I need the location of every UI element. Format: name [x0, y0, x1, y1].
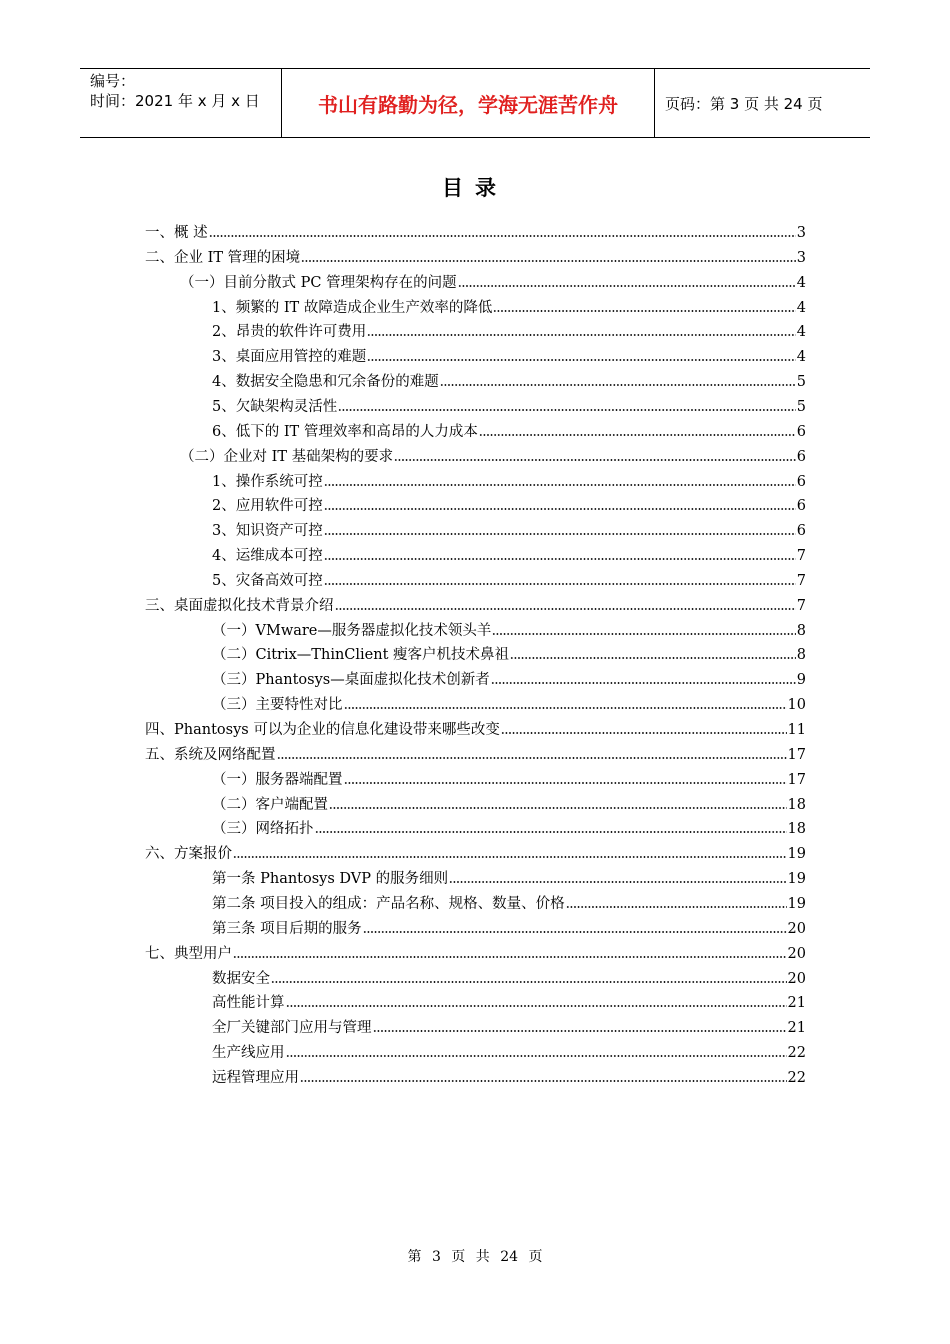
toc-entry-label: 第一条 Phantosys DVP 的服务细则 [212, 871, 449, 888]
toc-leader-dots [367, 358, 796, 362]
toc-entry[interactable] [212, 893, 806, 915]
toc-entry-label: 3、桌面应用管控的难题 [212, 349, 367, 366]
toc-entry[interactable] [212, 346, 806, 368]
toc-entry-label: 1、频繁的 IT 故障造成企业生产效率的降低 [212, 299, 493, 316]
toc-entry-page: 22 [787, 1069, 806, 1086]
toc-entry[interactable] [145, 943, 806, 965]
toc-entry[interactable] [180, 272, 806, 294]
toc-leader-dots [479, 433, 796, 437]
toc-leader-dots [492, 632, 795, 636]
toc-entry-page: 5 [796, 374, 806, 391]
toc-entry-label: （三）网络拓扑 [212, 821, 314, 838]
toc-entry-page: 7 [796, 572, 806, 589]
toc-entry-label: 三、桌面虚拟化技术背景介绍 [145, 597, 334, 614]
toc-leader-dots [338, 408, 796, 412]
toc-entry[interactable] [145, 843, 806, 865]
toc-entry[interactable] [145, 247, 806, 269]
toc-entry-label: 3、知识资产可控 [212, 523, 323, 540]
toc-entry-page: 4 [796, 274, 806, 291]
toc-leader-dots [301, 259, 796, 263]
toc-entry-label: 数据安全 [212, 970, 270, 987]
toc-title: 目录 [442, 176, 508, 200]
toc-entry[interactable] [145, 595, 806, 617]
toc-leader-dots [367, 333, 796, 337]
toc-leader-dots [363, 930, 787, 934]
toc-entry-label: 六、方案报价 [145, 846, 232, 863]
toc-entry-label: 生产线应用 [212, 1045, 285, 1062]
toc-entry-page: 6 [796, 498, 806, 515]
toc-entry-label: （二）企业对 IT 基础架构的要求 [180, 448, 394, 465]
toc-entry-page: 4 [796, 299, 806, 316]
toc-entry-page: 21 [787, 995, 806, 1012]
toc-leader-dots [233, 855, 787, 859]
toc-leader-dots [344, 706, 787, 710]
toc-leader-dots [233, 955, 787, 959]
toc-entry-label: 第三条 项目后期的服务 [212, 920, 362, 937]
toc-entry-page: 22 [787, 1045, 806, 1062]
toc-entry-page: 17 [787, 771, 806, 788]
toc-entry[interactable] [212, 644, 806, 666]
toc-entry-page: 4 [796, 324, 806, 341]
toc-entry-label: （一）服务器端配置 [212, 771, 343, 788]
toc-leader-dots [300, 1079, 787, 1083]
toc-entry[interactable] [212, 669, 806, 691]
toc-entry-label: （三）Phantosys—桌面虚拟化技术创新者 [212, 672, 490, 689]
toc-leader-dots [271, 980, 787, 984]
toc-entry[interactable] [145, 719, 806, 741]
toc-entry-label: 第二条 项目投入的组成：产品名称、规格、数量、价格 [212, 895, 565, 912]
toc-leader-dots [324, 507, 796, 511]
toc-leader-dots [324, 582, 796, 586]
toc-entry-page: 8 [796, 622, 806, 639]
toc-entry-page: 4 [796, 349, 806, 366]
toc-entry[interactable] [145, 222, 806, 244]
toc-entry-page: 7 [796, 597, 806, 614]
toc-entry-page: 3 [796, 249, 806, 266]
toc-entry[interactable] [212, 421, 806, 443]
toc-entry-label: 5、欠缺架构灵活性 [212, 398, 338, 415]
toc-entry-label: 远程管理应用 [212, 1069, 299, 1086]
toc-entry-label: 二、企业 IT 管理的困境 [145, 249, 301, 266]
toc-entry-page: 10 [787, 697, 806, 714]
toc-entry-label: 四、Phantosys 可以为企业的信息化建设带来哪些改变 [145, 722, 500, 738]
toc-entry[interactable] [212, 520, 806, 542]
toc-entry[interactable] [212, 1067, 806, 1089]
toc-entry-label: （一）目前分散式 PC 管理架构存在的问题 [180, 274, 457, 291]
toc-leader-dots [286, 1054, 787, 1058]
toc-entry-page: 19 [787, 871, 806, 888]
toc-entry-label: 4、运维成本可控 [212, 548, 323, 565]
toc-entry[interactable] [212, 769, 806, 791]
toc-entry-label: 一、概 述 [145, 225, 208, 241]
document-time-label: 时间：2021 年 x 月 x 日 [90, 92, 260, 110]
toc-entry[interactable] [212, 794, 806, 816]
toc-leader-dots [458, 284, 796, 288]
toc-entry[interactable] [212, 620, 806, 642]
toc-entry[interactable] [145, 744, 806, 766]
toc-leader-dots [394, 458, 796, 462]
toc-entry-label: 1、操作系统可控 [212, 473, 323, 490]
toc-leader-dots [373, 1029, 787, 1033]
toc-entry[interactable] [212, 321, 806, 343]
toc-entry[interactable] [212, 371, 806, 393]
toc-leader-dots [335, 607, 796, 611]
toc-leader-dots [491, 681, 796, 685]
toc-entry[interactable] [212, 545, 806, 567]
toc-entry-page: 5 [796, 398, 806, 415]
toc-entry-label: （一）VMware—服务器虚拟化技术领头羊 [212, 622, 492, 639]
toc-entry[interactable] [212, 968, 806, 990]
toc-leader-dots [315, 830, 787, 834]
toc-entry-label: 6、低下的 IT 管理效率和高昂的人力成本 [212, 423, 478, 440]
toc-entry[interactable] [212, 694, 806, 716]
toc-leader-dots [440, 383, 796, 387]
page-footer: 第 3 页 共 24 页 [407, 1249, 543, 1265]
toc-entry[interactable] [212, 918, 806, 940]
header-left-cell [80, 69, 282, 137]
toc-entry-label: 七、典型用户 [145, 945, 232, 962]
toc-entry-page: 17 [787, 746, 806, 763]
toc-leader-dots [286, 1004, 787, 1008]
toc-entry-page: 6 [796, 523, 806, 540]
toc-leader-dots [324, 557, 796, 561]
toc-leader-dots [329, 806, 787, 810]
toc-leader-dots [510, 656, 796, 660]
toc-entry-label: 2、应用软件可控 [212, 498, 323, 515]
toc-leader-dots [209, 234, 796, 238]
toc-entry[interactable] [212, 495, 806, 517]
toc-entry-label: 高性能计算 [212, 995, 285, 1012]
toc-leader-dots [344, 781, 787, 785]
toc-leader-dots [324, 483, 796, 487]
toc-entry-label: 五、系统及网络配置 [145, 746, 276, 763]
toc-entry-page: 9 [796, 672, 806, 689]
toc-entry[interactable] [212, 818, 806, 840]
document-number-label: 编号： [90, 72, 136, 90]
toc-entry-page: 20 [787, 920, 806, 937]
toc-entry-page: 6 [796, 448, 806, 465]
toc-entry[interactable] [212, 396, 806, 418]
toc-leader-dots [449, 880, 786, 884]
page-header [80, 68, 870, 138]
toc-entry-label: （三）主要特性对比 [212, 697, 343, 714]
toc-entry-label: 4、数据安全隐患和冗余备份的难题 [212, 374, 439, 391]
toc-entry[interactable] [212, 1042, 806, 1064]
toc-leader-dots [324, 532, 796, 536]
toc-entry-label: 5、灾备高效可控 [212, 572, 323, 589]
header-page-info: 页码：第 3 页 共 24 页 [665, 94, 823, 113]
toc-entry-page: 6 [796, 473, 806, 490]
toc-entry-page: 6 [796, 423, 806, 440]
toc-entry-page: 20 [787, 970, 806, 987]
toc-leader-dots [566, 905, 787, 909]
toc-entry-label: （二）客户端配置 [212, 796, 328, 813]
toc-entry-label: （二）Citrix—ThinClient 瘦客户机技术鼻祖 [212, 647, 510, 664]
toc-entry-label: 全厂关键部门应用与管理 [212, 1020, 372, 1037]
toc-leader-dots [501, 731, 787, 735]
toc-entry-page: 8 [796, 647, 806, 664]
toc-entry[interactable] [212, 570, 806, 592]
toc-entry-page: 3 [796, 225, 806, 241]
toc-entry[interactable] [180, 446, 806, 468]
toc-entry[interactable] [212, 471, 806, 493]
toc-entry-page: 11 [787, 722, 806, 738]
header-motto: 书山有路勤为径，学海无涯苦作舟 [282, 69, 655, 137]
toc-entry-label: 2、昂贵的软件许可费用 [212, 324, 367, 341]
toc-entry-page: 18 [787, 821, 806, 838]
toc-entry[interactable] [212, 1017, 806, 1039]
toc-entry-page: 7 [796, 548, 806, 565]
toc-leader-dots [277, 756, 787, 760]
toc-entry-page: 19 [787, 846, 806, 863]
toc-leader-dots [493, 309, 795, 313]
toc-entry[interactable] [212, 297, 806, 319]
toc-entry-page: 19 [787, 895, 806, 912]
toc-entry-page: 21 [787, 1020, 806, 1037]
toc-entry-page: 20 [787, 945, 806, 962]
toc-entry[interactable] [212, 992, 806, 1014]
toc-entry-page: 18 [787, 796, 806, 813]
toc-entry[interactable] [212, 868, 806, 890]
